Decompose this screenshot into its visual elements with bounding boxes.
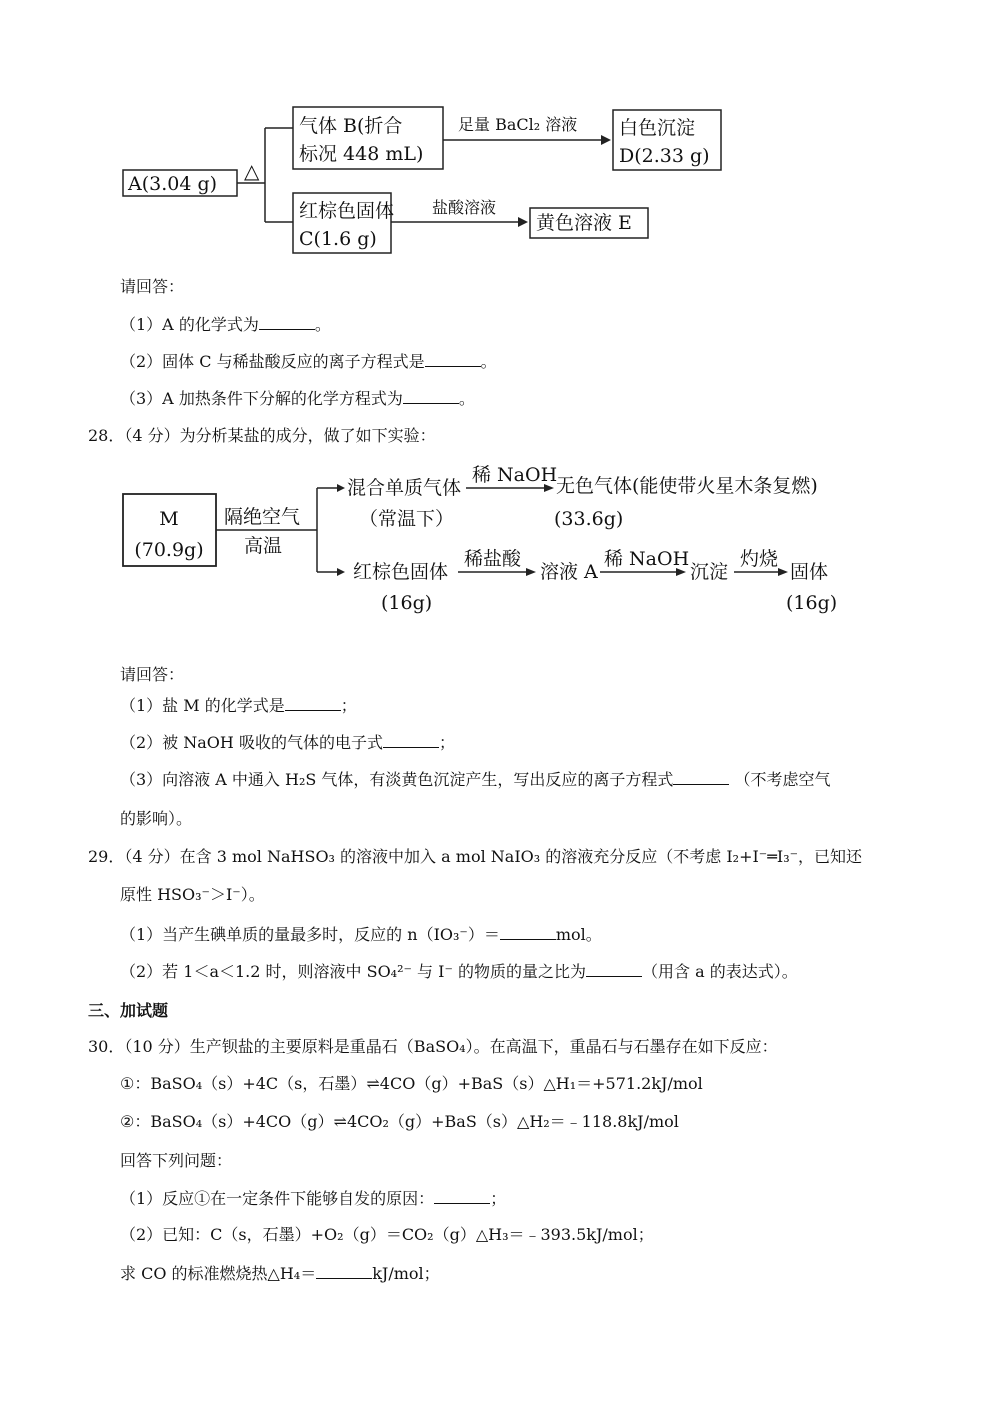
q28-item-3: （3）向溶液 A 中通入 H₂S 气体，有淡黄色沉淀产生，写出反应的离子方程式 （不考虑空气 <box>120 770 831 789</box>
box-gas-b <box>293 107 443 169</box>
q28-title: 28．（4 分）为分析某盐的成分，做了如下实验： <box>88 426 436 445</box>
svg-text:M: M <box>159 508 179 530</box>
answer-blank[interactable] <box>500 923 556 940</box>
answer-blank[interactable] <box>403 387 459 404</box>
q29-item-2: （2）若 1＜a＜1.2 时，则溶液中 SO₄²⁻ 与 I⁻ 的物质的量之比为 （用含 a 的表达式）。 <box>120 962 798 981</box>
q30-reaction-1: ①：BaSO₄（s）+4C（s，石墨）⇌4CO（g）+BaS（s）△H₁＝+571.2kJ/mol <box>120 1074 703 1093</box>
q27-prompt: 请回答： <box>120 277 185 296</box>
q28-item-3-continued: 的影响）。 <box>120 809 193 828</box>
red-brown-solid-mass: (16g) <box>381 592 433 614</box>
q30-item-2: （2）已知：C（s，石墨）+O₂（g）＝CO₂（g）△H₃＝﹣393.5kJ/mol； <box>120 1225 654 1244</box>
ignite-label: 灼烧 <box>740 548 779 570</box>
condition-label-2: 高温 <box>244 535 283 557</box>
svg-text:A(3.04 g): A(3.04 g) <box>128 173 218 195</box>
q28-item-2: （2）被 NaOH 吸收的气体的电子式 ； <box>120 733 455 752</box>
answer-blank[interactable] <box>425 350 481 367</box>
answer-blank[interactable] <box>673 768 729 785</box>
colorless-gas-mass: (33.6g) <box>554 508 624 530</box>
q30-item-1: （1）反应①在一定条件下能够自发的原因： ； <box>120 1189 507 1208</box>
q29-item-1: （1）当产生碘单质的量最多时，反应的 n（IO₃⁻）＝ mol。 <box>120 925 602 944</box>
box-solid-c <box>293 193 394 253</box>
final-solid-mass: (16g) <box>786 592 838 614</box>
q30-title: 30．（10 分）生产钡盐的主要原料是重晶石（BaSO₄）。在高温下，重晶石与石墨存在如下反应： <box>88 1037 778 1056</box>
q27-item-3: （3）A 加热条件下分解的化学方程式为 。 <box>120 389 475 408</box>
answer-blank[interactable] <box>259 313 315 330</box>
q30-reaction-2: ②：BaSO₄（s）+4CO（g）⇌4CO₂（g）+BaS（s）△H₂＝﹣118.8kJ/mol <box>120 1112 679 1131</box>
answer-blank[interactable] <box>586 960 642 977</box>
q28-item-1: （1）盐 M 的化学式是 ； <box>120 696 357 715</box>
box-precipitate-d <box>613 110 721 170</box>
svg-text:气体 B(折合: 气体 B(折合 <box>299 115 403 137</box>
salt-analysis-flow-diagram <box>0 455 1000 635</box>
gas-note: （常温下） <box>359 508 455 530</box>
red-brown-solid: 红棕色固体 <box>353 561 449 583</box>
answer-blank[interactable] <box>316 1262 372 1279</box>
svg-text:红棕色固体: 红棕色固体 <box>299 200 395 222</box>
svg-text:(70.9g): (70.9g) <box>134 539 204 561</box>
svg-text:D(2.33 g): D(2.33 g) <box>619 145 710 167</box>
mixed-gas: 混合单质气体 <box>347 477 462 499</box>
final-solid: 固体 <box>790 561 829 583</box>
arrow-label-hcl: 盐酸溶液 <box>432 198 497 217</box>
answer-blank[interactable] <box>383 731 439 748</box>
q30-item-3: 求 CO 的标准燃烧热△H₄＝ kJ/mol； <box>120 1264 440 1283</box>
box-a <box>123 170 237 196</box>
svg-text:标况 448 mL): 标况 448 mL) <box>299 143 424 165</box>
q30-prompt: 回答下列问题： <box>120 1151 233 1170</box>
heat-symbol: △ <box>244 159 260 183</box>
answer-blank[interactable] <box>434 1187 490 1204</box>
q27-item-2: （2）固体 C 与稀盐酸反应的离子方程式是 。 <box>120 352 497 371</box>
precipitate: 沉淀 <box>690 561 729 583</box>
svg-text:C(1.6 g): C(1.6 g) <box>299 228 377 250</box>
box-solution-e <box>530 208 648 238</box>
solution-a: 溶液 A <box>540 561 598 583</box>
svg-text:白色沉淀: 白色沉淀 <box>619 117 696 139</box>
q28-prompt: 请回答： <box>120 665 185 684</box>
condition-label: 隔绝空气 <box>224 506 301 528</box>
q29-line-2: 原性 HSO₃⁻＞I⁻）。 <box>120 885 265 904</box>
reagent-naoh-1: 稀 NaOH <box>472 464 558 486</box>
decomposition-flow-diagram <box>0 0 1000 270</box>
q29-line-1: 29．（4 分）在含 3 mol NaHSO₃ 的溶液中加入 a mol NaIO₃ 的溶液充分反应（不考虑 I₂+I⁻═I₃⁻，已知还 <box>88 847 863 866</box>
reagent-hcl: 稀盐酸 <box>464 548 522 570</box>
q27-item-1: （1）A 的化学式为 。 <box>120 315 331 334</box>
colorless-gas: 无色气体(能使带火星木条复燃) <box>556 475 818 497</box>
box-m <box>123 494 216 566</box>
section-heading: 三、加试题 <box>88 1001 169 1020</box>
reagent-naoh-2: 稀 NaOH <box>604 548 690 570</box>
svg-text:黄色溶液 E: 黄色溶液 E <box>536 212 632 234</box>
answer-blank[interactable] <box>285 694 341 711</box>
arrow-label-bacl2: 足量 BaCl₂ 溶液 <box>458 115 578 134</box>
